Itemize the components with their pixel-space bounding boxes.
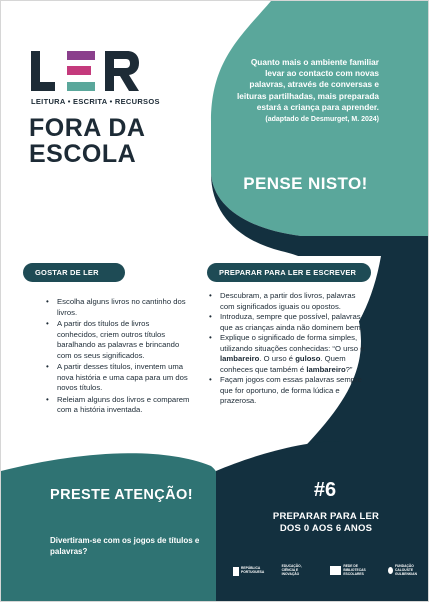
preparar-list — [209, 291, 369, 407]
educacao-logo — [282, 565, 312, 576]
rbe-mark-icon — [330, 566, 341, 575]
quote-text: Quanto mais o ambiente familiar levar ao contacto com novas palavras, através de conversas e leituras partilhadas, mais preparada estará a criança para aprender. — [236, 57, 379, 112]
pense-nisto-heading: PENSE NISTO! — [243, 174, 368, 193]
item-text: Explique o significado de forma simples, utilizando situações conhecidas: “O urso é — [220, 333, 365, 353]
list-item: • A partir desses títulos, inventem uma nova história e uma capa para um dos novos títulos. — [46, 362, 192, 394]
tagline: LEITURA • ESCRITA • RECURSOS — [31, 97, 160, 106]
bold-word: lambareiro — [220, 354, 260, 363]
logo-label: REDE DE BIBLIOTECAS ESCOLARES — [343, 564, 366, 576]
list-item: • Introduza, sempre que possível, palavras que as crianças ainda não dominem bem. — [209, 312, 369, 333]
flag-icon — [233, 567, 239, 576]
rbe-logo — [330, 565, 369, 576]
item-text: . Quem conheces que também é — [220, 354, 346, 374]
bold-word: guloso — [295, 354, 321, 363]
title-line-2: ESCOLA — [29, 140, 137, 168]
quote-block — [233, 57, 379, 125]
subtitle-line-1: PREPARAR PARA LER — [272, 511, 380, 522]
subtitle-line-2: DOS 0 AOS 6 ANOS — [279, 522, 373, 534]
section-heading-gostar-de-ler: GOSTAR DE LER — [23, 263, 125, 282]
republica-portuguesa-logo — [233, 567, 263, 576]
list-item: • Descubram, a partir dos livros, palavras com significados iguais ou opostos. — [209, 291, 369, 312]
list-item: • Escolha alguns livros no cantinho dos livros. — [46, 297, 192, 318]
footer-question: Divertiram-se com os jogos de títulos e palavras? — [50, 536, 200, 556]
quote-source: (adaptado de Desmurget, M. 2024) — [265, 116, 379, 124]
list-item: • Releiam alguns dos livros e comparem com a história inventada. — [46, 395, 192, 416]
logo-label: EDUCAÇÃO, CIÊNCIA E INOVAÇÃO — [281, 564, 302, 576]
logo-label: FUNDAÇÃO CALOUSTE GULBENKIAN — [394, 564, 417, 576]
ler-logo — [31, 51, 141, 97]
issue-number: #6 — [313, 479, 337, 501]
teal-bottom-shape — [1, 453, 225, 602]
item-text: ?” — [345, 364, 353, 374]
partner-logos — [233, 561, 417, 581]
gulbenkian-logo — [388, 565, 417, 576]
title-line-1: FORA DA — [29, 114, 146, 142]
logo-label: REPÚBLICA PORTUGUESA — [241, 566, 265, 574]
series-subtitle — [263, 511, 389, 534]
item-text: . O urso é — [259, 354, 296, 363]
list-item: • Façam jogos com essas palavras sempre que for oportuno, de forma lúdica e prazerosa. — [209, 375, 369, 407]
gulbenkian-mark-icon — [388, 567, 393, 574]
list-item: • A partir dos títulos de livros conhecidos, criem outros títulos baralhando as palavras e brincando com os seus significados. — [46, 319, 192, 361]
ler-logo-mark — [31, 51, 141, 93]
bold-word: lambareiro — [306, 364, 346, 374]
gostar-de-ler-list — [46, 297, 192, 417]
preste-atencao-heading: PRESTE ATENÇÃO! — [50, 487, 193, 503]
page-title — [29, 115, 145, 167]
list-item — [209, 333, 369, 375]
section-heading-preparar: PREPARAR PARA LER E ESCREVER — [207, 263, 371, 282]
